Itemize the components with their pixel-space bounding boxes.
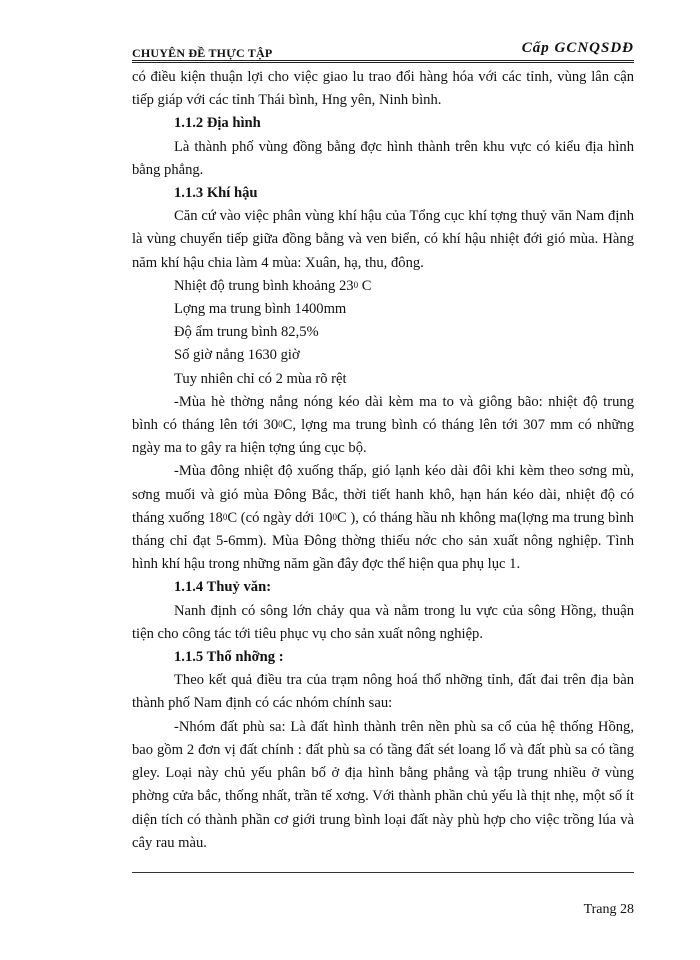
page-header: [132, 40, 634, 62]
climate-paragraph: Căn cứ vào việc phân vùng khí hậu của Tổng cục khí tợng thuỷ văn Nam định là vùng chuyển tiếp giữa đồng bằng và ven biển, có khí hậu nhiệt đới gió mùa. Hàng năm khí hậu chia làm 4 mùa: Xuân, hạ, thu, đông.: [132, 208, 634, 271]
header-subject: Cấp GCNQSDĐ: [521, 40, 634, 56]
soil-intro-paragraph: Theo kết quả điều tra của trạm nông hoá thổ nhỡng tỉnh, đất đai trên địa bàn thành phố Nam định có các nhóm chính sau:: [132, 672, 634, 712]
document-body: [132, 66, 634, 855]
heading-thuy-van: 1.1.4 Thuỷ văn:: [174, 579, 272, 596]
footer-divider: [132, 872, 634, 873]
temperature-line: Nhiệt độ trung bình khoảng $23^0$ C: [174, 277, 372, 294]
page-number: Trang 28: [583, 902, 634, 917]
heading-tho-nhuong: 1.1.5 Thổ nhỡng :: [174, 649, 284, 666]
header-divider: [132, 60, 634, 63]
humidity-line: Độ ẩm trung bình 82,5%: [174, 324, 319, 341]
alluvial-soil-paragraph: -Nhóm đất phù sa: Là đất hình thành trên nền phù sa cổ của hệ thống Hồng, bao gồm 2 đơn vị đất chính : đất phù sa có tầng đất sét loang lổ và đất phù sa có tầng gley. Loại này chủ yếu phân bố ở địa hình bằng phẳng và tập trung nhiều ở vùng phờng cửa bắc, thống nhất, trần tế xơng. Với thành phần chủ yếu là thịt nhẹ, một số ít diện tích có thành phần cơ giới trung bình loại đất này phù hợp cho việc trồng lúa và cây rau màu.: [132, 718, 634, 851]
sunshine-line: Số giờ nắng 1630 giờ: [174, 347, 300, 364]
winter-paragraph: -Mùa đông nhiệt độ xuống thấp, gió lạnh kéo dài đôi khi kèm theo sơng mù, sơng muối và gió mùa Đông Bắc, thời tiết hanh khô, hạn hán kéo dài, nhiệt độ có tháng xuống $18^0C$ (có ngày dới $10^0C$ ), có tháng hầu nh không ma(lợng ma trung bình tháng chỉ đạt 5-6mm). Mùa Đông thờng thiếu nớc cho sản xuất nông nghiệp. Tình hình khí hậu trong những năm gần đây đợc thể hiện qua phụ lục 1.: [132, 463, 634, 573]
heading-khi-hau: 1.1.3 Khí hậu: [174, 185, 258, 202]
summer-paragraph: -Mùa hè thờng nắng nóng kéo dài kèm ma to và giông bão: nhiệt độ trung bình có tháng lên tới $30^0C$, lợng ma trung bình có tháng lên tới 307 mm có những ngày ma to gây ra hiện tợng úng cục bộ.: [132, 393, 634, 457]
hydrology-paragraph: Nanh định có sông lớn chảy qua và nằm trong lu vực của sông Hồng, thuận tiện cho công tác tới tiêu phục vụ cho sản xuất nông nghiệp.: [132, 602, 634, 642]
terrain-paragraph: Là thành phố vùng đồng bằng đợc hình thành trên khu vực có kiểu địa hình bằng phẳng.: [132, 138, 634, 178]
seasons-line: Tuy nhiên chỉ có 2 mùa rõ rệt: [174, 370, 347, 387]
rainfall-line: Lợng ma trung bình 1400mm: [174, 301, 347, 318]
intro-paragraph: có điều kiện thuận lợi cho việc giao lu trao đổi hàng hóa với các tỉnh, vùng lân cận tiếp giáp với các tỉnh Thái bình, Hng yên, Ninh bình.: [132, 69, 634, 109]
header-title: CHUYÊN ĐỀ THỰC TẬP: [132, 46, 273, 60]
heading-dia-hinh: 1.1.2 Địa hình: [174, 115, 261, 132]
